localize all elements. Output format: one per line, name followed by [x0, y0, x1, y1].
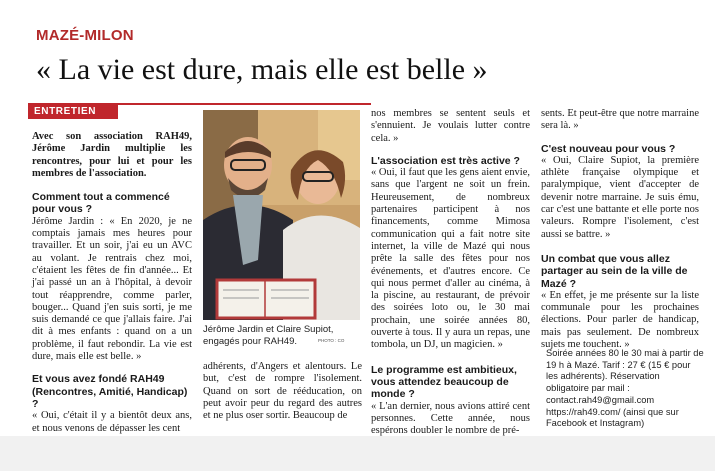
question-1: Comment tout a commencé pour vous ? — [32, 191, 170, 216]
column-3 — [371, 108, 530, 437]
answer-6: « En effet, je me présente sur la liste communale pour les prochaines élections. Pour parler de handicap, mais pas seulement. De nombreux sujets me touchent. » — [541, 289, 699, 351]
question-3: L'association est très active ? — [371, 154, 520, 167]
question-5: C'est nouveau pour vous ? — [541, 142, 676, 155]
answer-5: « Oui, Claire Supiot, la première athlète française olympique et paralympique, vient d'accepter de devenir notre marraine. Je suis ému, car c'est une battante et elle porte nos valeurs. Rompre l'isolement, c'est aussi se battre. » — [541, 154, 699, 240]
photo-illustration — [203, 110, 360, 320]
answer-2-continued: adhérents, d'Angers et alentours. Le but, c'est de rompre l'isolement. Quand on sort de rééducation, on peut avoir peur du regard des autres et ne plus oser sortir. Beaucoup de — [203, 361, 362, 422]
interview-photo — [203, 110, 360, 320]
answer-2-end: nos membres se sentent seuls et s'ennuient. Je voulais lutter contre cela. » — [371, 108, 530, 144]
column-1 — [32, 131, 192, 435]
question-4: Le programme est ambitieux, vous attendez beaucoup de monde ? — [371, 363, 517, 401]
answer-1: Jérôme Jardin : « En 2020, je ne comptais jamais mes heures pour travailler. Et un soir, j'ai eu un AVC au volant. Je rentrais chez moi, c'étaient les fêtes de fin d'année... Et j'ai passé un an à l'hôpital, à devoir tout réapprendre, comme parler, bouger... Quand j'en suis sorti, je me suis demandé ce que j'allais faire. J'ai dit à mes enfants : quand on a un problème, il faut rebondir. La vie est dure, mais elle est belle. » — [32, 215, 192, 363]
entretien-tag: ENTRETIEN — [28, 105, 118, 119]
intro-paragraph: Avec son association RAH49, Jérôme Jardin multiplie les rencontres, pour lui et pour les membres de l'association. — [32, 131, 192, 179]
headline: « La vie est dure, mais elle est belle » — [36, 53, 488, 86]
answer-4-start: « L'an dernier, nous avions attiré cent personnes. Cette année, nous espérons doubler le nombre de pré- — [371, 400, 530, 437]
answer-3: « Oui, il faut que les gens aient envie, sans que l'argent ne soit un frein. Heureusement, de nombreux partenaires participent à nos financements, comme Mimosa communication qui a fait notre site internet, la ville de Mazé qui nous prête la salle des fêtes pour nos événements, et d'autres encore. Ce qui nous permet d'aller au cinéma, à la piscine, au restaurant, de prévoir des soirées loto ou, le 30 mai prochain, une soirée années 80, ouverte à tous. Il y aura un repas, une tombola, un DJ, un magicien. » — [371, 167, 530, 351]
question-2: Et vous avez fondé RAH49 (Rencontres, Amitié, Handicap) ? — [32, 373, 188, 410]
answer-2-start: « Oui, c'était il y a bientôt deux ans, et nous venons de dépasser les cent — [32, 410, 192, 434]
column-2 — [203, 361, 362, 422]
photo-caption: Jérôme Jardin et Claire Supiot, engagés pour RAH49. — [203, 324, 334, 347]
question-6: Un combat que vous allez partager au sein de la ville de Mazé ? — [541, 252, 688, 290]
event-info-box: Soirée années 80 le 30 mai à partir de 19 h à Mazé. Tarif : 27 € (15 € pour les adhérents). Réservation obligatoire par mail : contact.rah49@gmail.com https://rah49.com/ (ainsi que sur Facebook et Instagram) — [546, 348, 704, 429]
column-4 — [541, 108, 699, 351]
section-title: MAZÉ-MILON — [36, 27, 134, 44]
photo-credit: PHOTO : CO — [318, 338, 345, 343]
answer-4-end: sents. Et peut-être que notre marraine sera là. » — [541, 108, 699, 132]
